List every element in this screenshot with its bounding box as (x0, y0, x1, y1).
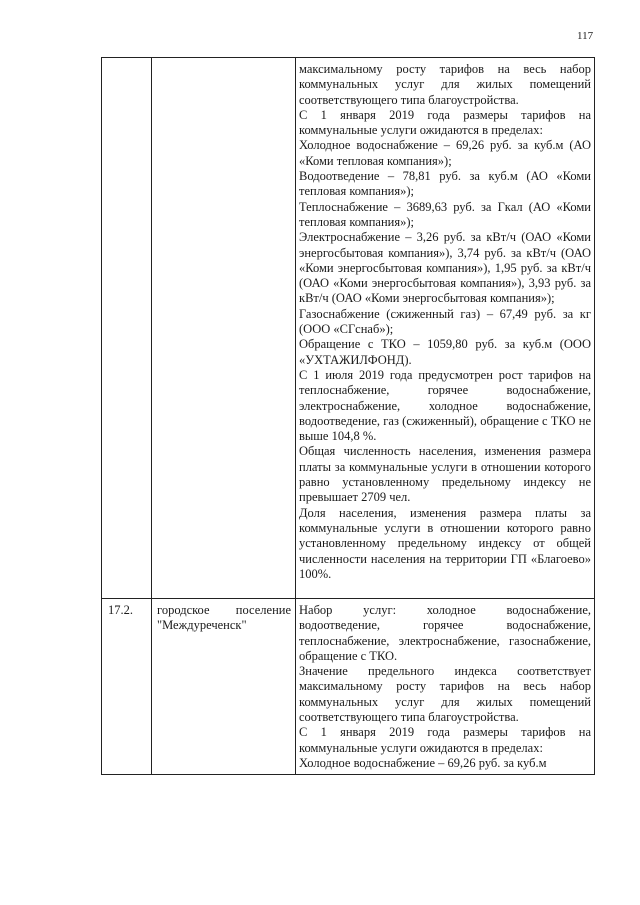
settlement-name: "Междуреченск" (157, 618, 247, 632)
paragraph: Доля населения, изменения размера платы за коммунальные услуги в отношении которого равно установленному предельному индексу от общей численности населения на территории ГП «Благоево» 100%. (299, 505, 591, 581)
page-number: 117 (577, 30, 594, 42)
paragraph: Общая численность населения, изменения размера платы за коммунальные услуги в отношении которого равно установленному предельному индексу не превышает 2709 чел. (299, 444, 591, 505)
paragraph: С 1 января 2019 года размеры тарифов на коммунальные услуги ожидаются в пределах: (299, 725, 591, 755)
paragraph: Газоснабжение (сжиженный газ) – 67,49 руб. за кг (ООО «СГснаб»); (299, 306, 591, 337)
paragraph: С 1 января 2019 года размеры тарифов на коммунальные услуги ожидаются в пределах: (299, 107, 591, 138)
row-number-cell: 17.2. (102, 599, 152, 775)
paragraph: С 1 июля 2019 года предусмотрен рост тарифов на теплоснабжение, горячее водоснабжение, электроснабжение, холодное водоснабжение, водоотведение, газ (сжиженный), обращение с ТКО не выше 104,8 %. (299, 367, 591, 444)
paragraph: Значение предельного индекса соответствует максимальному росту тарифов на весь набор коммунальных услуг для жилых помещений соответствующего типа благоустройства. (299, 664, 591, 725)
paragraph: Водоотведение – 78,81 руб. за куб.м (АО «Коми тепловая компания»); (299, 169, 591, 199)
paragraph: Холодное водоснабжение – 69,26 руб. за куб.м (299, 755, 547, 770)
tariff-description-cell (296, 58, 595, 599)
paragraph: Набор услуг: холодное водоснабжение, водоотведение, горячее водоснабжение, теплоснабжение, электроснабжение, газоснабжение, обращение с ТКО. (299, 603, 591, 663)
paragraph: максимальному росту тарифов на весь набор коммунальных услуг для жилых помещений соответствующего типа благоустройства. (299, 62, 591, 107)
table-row (102, 599, 595, 775)
settlement-type-word1: городское (157, 603, 210, 617)
paragraph: Электроснабжение – 3,26 руб. за кВт/ч (ОАО «Коми энергосбытовая компания»), 3,74 руб. за кВт/ч (ОАО «Коми энергосбытовая компания»), 1,95 руб. за кВт/ч (ОАО «Коми энергосбытовая компания»), 3,93 руб. за кВт/ч (ОАО «Коми энергосбытовая компания»); (299, 230, 591, 306)
table-row (102, 58, 595, 599)
settlement-name-cell (152, 58, 296, 599)
row-number-cell (102, 58, 152, 599)
paragraph: Теплоснабжение – 3689,63 руб. за Гкал (АО «Коми тепловая компания»); (299, 199, 591, 229)
settlement-name-cell (152, 599, 296, 775)
tariff-description-cell (296, 599, 595, 775)
paragraph: Обращение с ТКО – 1059,80 руб. за куб.м (ООО «УХТАЖИЛФОНД). (299, 337, 591, 367)
paragraph: Холодное водоснабжение – 69,26 руб. за куб.м (АО «Коми тепловая компания»); (299, 138, 591, 168)
settlement-type-word2: поселение (235, 603, 291, 617)
tariff-table (101, 57, 595, 775)
